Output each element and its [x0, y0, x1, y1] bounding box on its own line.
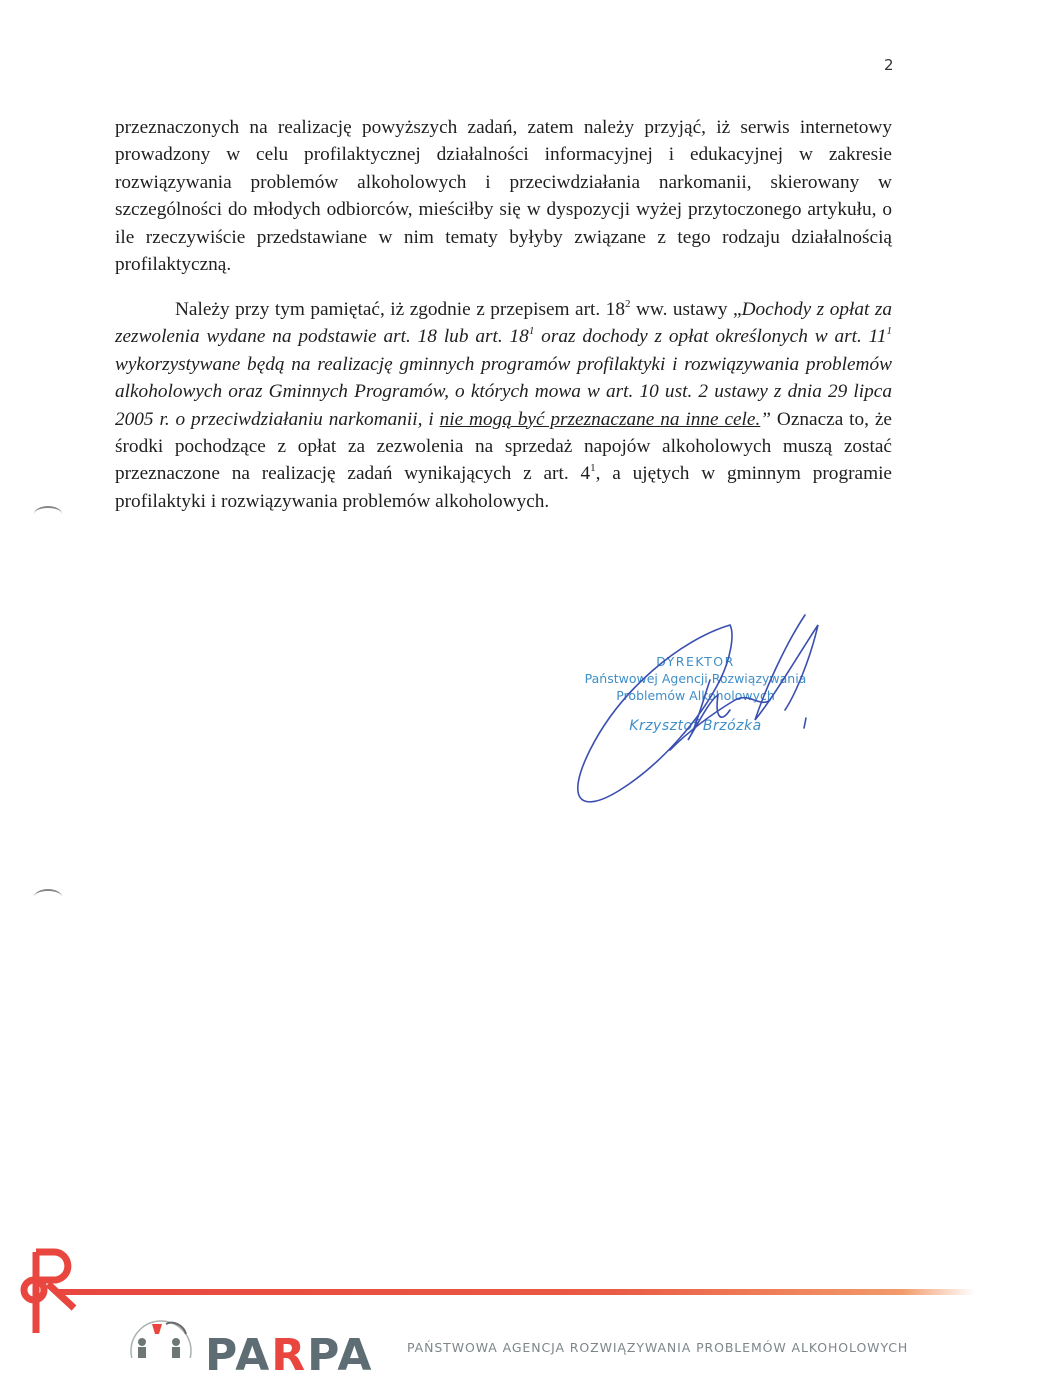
quote-part-a: Dochody z opłat za zezwolenia wydane na podstawie art. 18 lub art. 18 [115, 299, 892, 348]
stamp-agency-line-2: Problemów Alkoholowych [616, 688, 775, 703]
stamp-title: DYREKTOR [656, 654, 735, 669]
superscript: 2 [624, 298, 631, 310]
emblem-figure [138, 1338, 146, 1346]
signature-stroke [670, 698, 770, 750]
punch-hole-mark [34, 889, 62, 905]
page-number: 2 [884, 56, 894, 74]
quote-close: ” [760, 408, 772, 430]
emblem-figure [172, 1338, 180, 1346]
emblem-figure-body [138, 1347, 146, 1358]
wordmark-r: R [271, 1330, 308, 1381]
handwritten-signature [560, 600, 840, 820]
paragraph-2-rest-b: , a ujętych w gminnym programie profilaktyki i rozwiązywania problemów alkoholowych. [115, 463, 892, 512]
paragraph-2-intro: Należy przy tym pamiętać, iż zgodnie z przepisem art. 18 [175, 299, 625, 320]
superscript: 1 [590, 462, 596, 475]
wordmark-suffix: PA [307, 1330, 374, 1381]
stamp-agency-line-1: Państwowej Agencji Rozwiązywania [584, 671, 807, 686]
stamp-name: Krzysztof Brzózka [629, 718, 762, 734]
emblem-figure-body [172, 1347, 180, 1358]
footer-agency-name: PAŃSTWOWA AGENCJA ROZWIĄZYWANIA PROBLEMÓW ALKOHOLOWYCH [407, 1340, 909, 1355]
emblem-goblet [152, 1324, 162, 1334]
quote-underlined: nie mogą być przeznaczane na inne cele. [439, 408, 761, 430]
logo-r-bowl [36, 1252, 68, 1280]
quote-part-b: oraz dochody z opłat określonych w art. 11 [534, 326, 887, 348]
superscript: 1 [886, 325, 892, 338]
logo-r-leg [48, 1284, 74, 1308]
paragraph-1: przeznaczonych na realizację powyższych zadań, zatem należy przyjąć, iż serwis internetowy prowadzony w celu profilaktycznej działalności informacyjnej i edukacyjnej w zakresie rozwiązywania problemów alkoholowych i przeciwdziałania narkomanii, skierowany w szczególności do młodych odbiorców, mieściłby się w dyspozycji wyżej przytoczonego artykułu, o ile rzeczywiście przedstawiane w nim tematy byłyby związane z tego rodzaju działalnością profilaktyczną. [115, 117, 892, 276]
signature-stroke [688, 680, 730, 740]
signature-loop [578, 625, 732, 802]
punch-hole-mark [34, 506, 62, 522]
signature-stroke [755, 615, 818, 720]
paragraph-2-intro-tail: ww. ustawy „ [630, 299, 742, 320]
paragraph-2 [115, 296, 892, 515]
wordmark-prefix: PA [205, 1330, 272, 1381]
parpa-emblem-icon [126, 1316, 196, 1358]
quote-part-c: wykorzystywane będą na realizację gminnych programów profilaktyki i rozwiązywania problemów alkoholowych oraz Gminnych Programów, o których mowa w art. 10 ust. 2 ustawy z dnia 29 lipca 2005 r. o przeciwdziałaniu narkomanii, i [115, 353, 892, 430]
superscript: 1 [528, 325, 535, 338]
paragraph-2-rest-a: Oznacza to, że środki pochodzące z opłat za zezwolenia na sprzedaż napojów alkoholowych muszą zostać przeznaczone na realizację zadań wynikających z art. 4 [115, 408, 892, 485]
signature-stroke [804, 718, 806, 728]
emblem-tree [166, 1323, 186, 1334]
parpa-wordmark [205, 1330, 374, 1381]
footer-divider-line [55, 1289, 975, 1295]
